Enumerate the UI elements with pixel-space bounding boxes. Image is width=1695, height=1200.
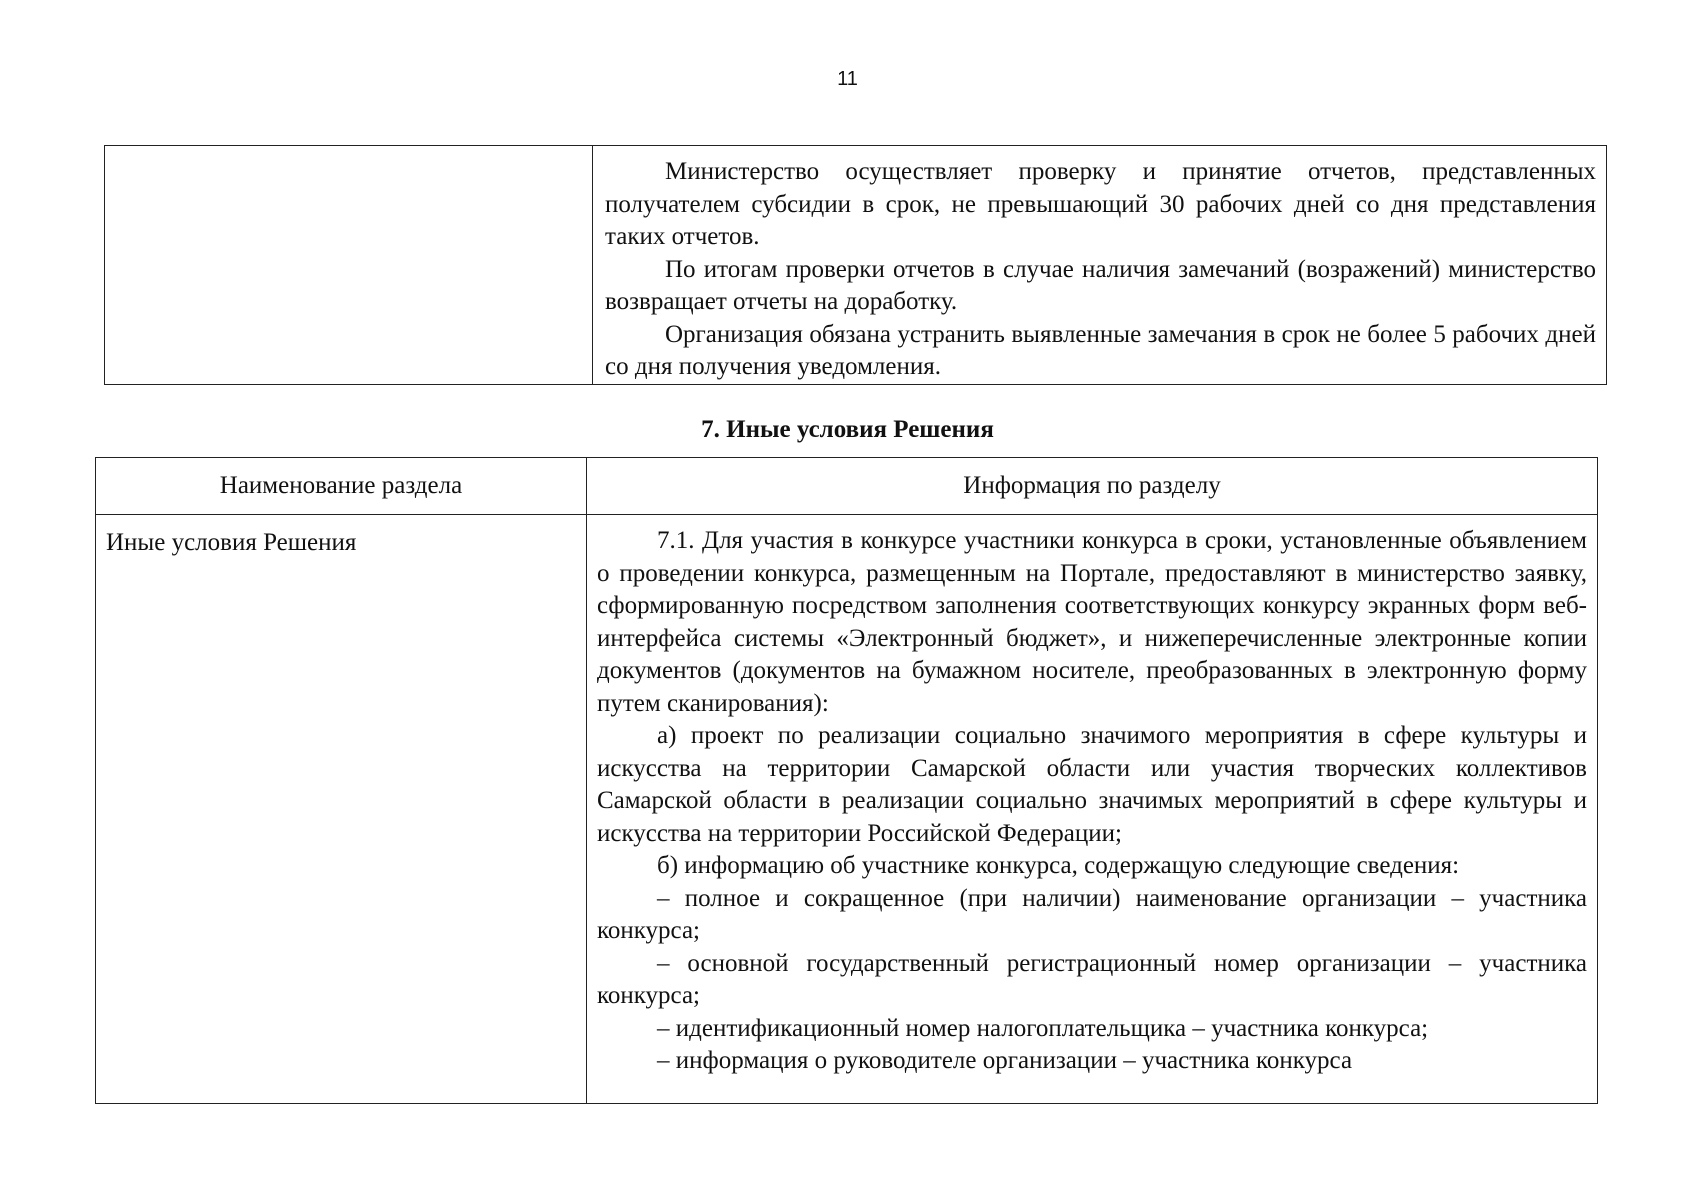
list-item: – основной государственный регистрационный номер организации – участника конкурса; (597, 949, 1587, 1009)
paragraph: Организация обязана устранить выявленные замечания в срок не более 5 рабочих дней со дня получения уведомления. (605, 320, 1596, 380)
paragraph: По итогам проверки отчетов в случае наличия замечаний (возражений) министерство возвращает отчеты на доработку. (605, 255, 1596, 315)
section-info-cell (587, 515, 1598, 1104)
column-header-section-info: Информация по разделу (587, 458, 1598, 515)
reports-info-cell (593, 146, 1607, 385)
table-row (105, 146, 1607, 385)
empty-label-cell (105, 146, 593, 385)
table-row (96, 515, 1598, 1104)
paragraph: б) информацию об участнике конкурса, содержащую следующие сведения: (657, 852, 1460, 879)
list-item: – полное и сокращенное (при наличии) наименование организации – участника конкурса; (597, 884, 1587, 944)
reports-table (104, 145, 1607, 385)
paragraph: а) проект по реализации социально значимого мероприятия в сфере культуры и искусства на территории Самарской области или участия творческих коллективов Самарской области в реализации социально значимых мероприятий в сфере культуры и искусства на территории Российской Федерации; (597, 722, 1587, 847)
other-conditions-table (95, 457, 1598, 1104)
list-item: – информация о руководителе организации – участника конкурса (657, 1047, 1353, 1074)
paragraph: 7.1. Для участия в конкурсе участники конкурса в сроки, установленные объявлением о проведении конкурса, размещенным на Портале, предоставляют в министерство заявку, сформированную посредством заполнения соответствующих конкурсу экранных форм веб-интерфейса системы «Электронный бюджет», и нижеперечисленные электронные копии документов (документов на бумажном носителе, преобразованных в электронную форму путем сканирования): (597, 527, 1587, 717)
table-header-row (96, 458, 1598, 515)
list-item: – идентификационный номер налогоплательщика – участника конкурса; (657, 1014, 1429, 1042)
row-label: Иные условия Решения (96, 515, 587, 1104)
paragraph: Министерство осуществляет проверку и принятие отчетов, представленных получателем субсидии в срок, не превышающий 30 рабочих дней со дня представления таких отчетов. (605, 158, 1596, 250)
page-number: 11 (837, 68, 858, 90)
column-header-section-name: Наименование раздела (96, 458, 587, 515)
section-title: 7. Иные условия Решения (701, 416, 994, 443)
